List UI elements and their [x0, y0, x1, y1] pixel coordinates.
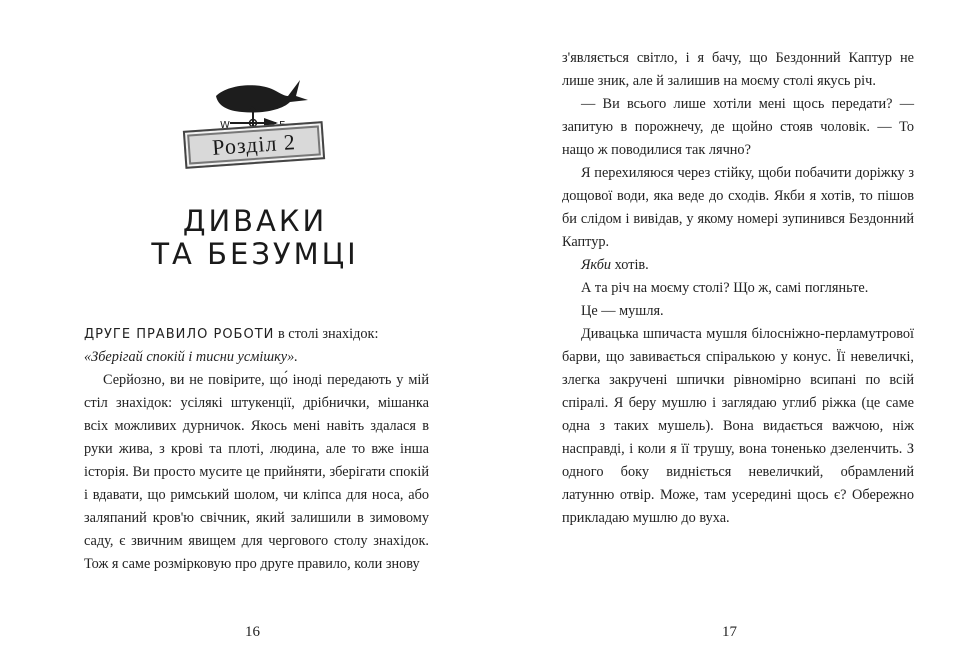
right-paragraph-4: Якби хотів.: [581, 257, 649, 273]
chapter-emblem: [178, 66, 328, 184]
rule-after: в столі знахідок:: [274, 326, 379, 342]
right-page: [490, 0, 980, 668]
rule-quote: «Зберігай спокій і тисни усмішку».: [84, 349, 298, 365]
rule-heading: ДРУГЕ ПРАВИЛО РОБОТИ: [84, 327, 275, 342]
chapter-title-line2: ТА БЕЗУМЦІ: [151, 237, 359, 271]
right-paragraph-7: Дивацька шпичаста мушля білосніжно-перламутрової барви, що завивається спіралькою у конус. Її невеличкі, злегка закручені шпички рівномірно всипані по всій спіралі. Я беру мушлю і заглядаю углиб ріжка (це саме одна з таких мушель). Вона видається важчою, ніж насправді, і коли я її трушу, вона тоненько дзеленчить. З одного боку видніється невеличкий, обрамлений латунню отвір. Може, там усередині щось є? Обережно прикладаю мушлю до вуха.: [562, 326, 914, 526]
chapter-title-line1: ДИВАКИ: [182, 204, 328, 238]
chapter-label: Розділ 2: [211, 129, 297, 160]
left-page-text: [84, 323, 429, 576]
compass-west-label: W: [220, 120, 230, 131]
right-page-text: [562, 47, 914, 530]
right-paragraph-3: Я перехиляюся через стійку, щоби побачити доріжку з дощової води, яка веде до сходів. Якби я хотів, то пішов би слідом і вивідав, у якому номері зупинився Бездонний Каптур.: [562, 165, 914, 250]
rule-line: [84, 323, 429, 346]
page-number-right: 17: [722, 624, 737, 640]
right-paragraph-5: А та річ на моєму столі? Що ж, самі погляньте.: [581, 280, 869, 296]
page-number-left: 16: [245, 624, 260, 640]
left-paragraph: Серйозно, ви не повірите, що́ іноді передають у мій стіл знахідок: усілякі штукенції, дрібнички, мішанка всіх можливих дурничок. Якось мені навіть здалася в руки жива, з крові та плоті, людина, але то вже інша історія. Ви просто мусите це прийняти, зберігати спокій і вдавати, що римський шолом, чи кліпса для носа, або заляпаний кров'ю свічник, який залишили в зимовому саду, є звичним явищем для чергового столу знахідок. Тож я саме розмірковую про друге правило, коли знову: [84, 372, 429, 572]
right-paragraph-6: Це — мушля.: [581, 303, 664, 319]
right-paragraph-1: з'являється світло, і я бачу, що Бездонний Каптур не лише зник, але й залишив на моєму столі якусь річ.: [562, 50, 914, 89]
italic-word: Якби: [581, 257, 612, 273]
right-paragraph-2: — Ви всього лише хотіли мені щось передати? — запитую в порожнечу, де щойно стояв чоловік. — То нащо ж поводилися так лячно?: [562, 96, 914, 158]
